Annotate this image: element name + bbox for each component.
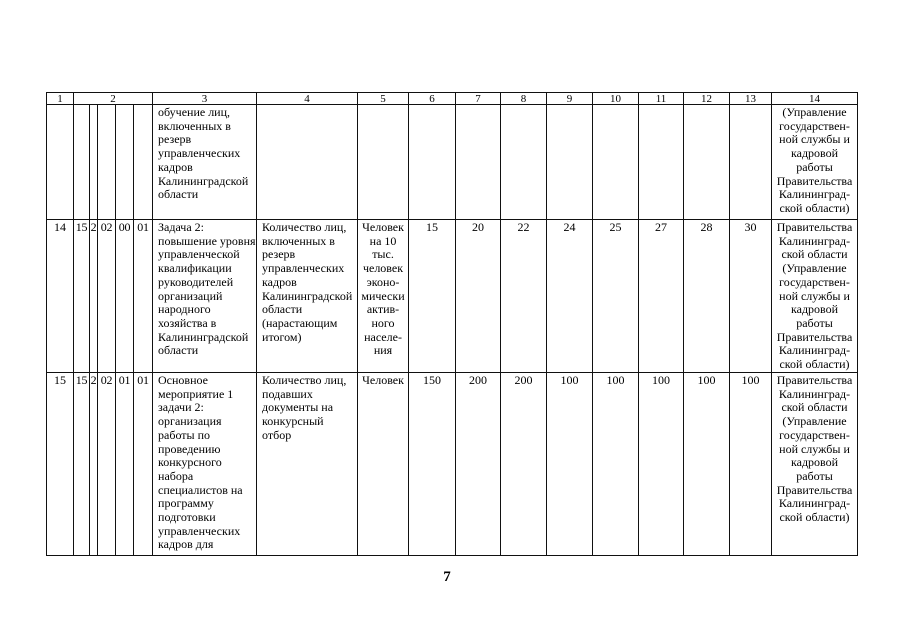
indicator-cell: Количество лиц, подавших документы на конкурсный отбор (257, 373, 358, 556)
code-cell: 01 (134, 373, 153, 556)
value-cell: 100 (639, 373, 684, 556)
value-cell: 22 (501, 220, 547, 373)
value-cell: 100 (593, 373, 639, 556)
value-cell: 25 (593, 220, 639, 373)
code-cell: 2 (90, 373, 98, 556)
unit-cell: Человек на 10 тыс. человек эконо- мически актив- ного населе- ния (358, 220, 409, 373)
table-row-continuation (47, 105, 858, 220)
header-row (47, 93, 858, 105)
header-col-10: 10 (593, 93, 639, 105)
responsible-cell: (Управление государствен- ной службы и кадровой работы Правительства Калининград- ской области) (772, 105, 858, 220)
header-col-12: 12 (684, 93, 730, 105)
page-number: 7 (443, 569, 451, 585)
code-cell (90, 105, 98, 220)
responsible-cell: Правительства Калининград- ской области (Управление государствен- ной службы и кадровой работы Правительства Калининград- ской области) (772, 220, 858, 373)
header-col-13: 13 (730, 93, 772, 105)
name-cell: обучение лиц, включенных в резерв управленческих кадров Калининградской области (153, 105, 257, 220)
indicator-cell (257, 105, 358, 220)
unit-cell (358, 105, 409, 220)
code-cell (134, 105, 153, 220)
value-cell: 15 (409, 220, 456, 373)
header-col-1: 1 (47, 93, 74, 105)
code-cell: 01 (116, 373, 134, 556)
value-cell (593, 105, 639, 220)
header-col-4: 4 (257, 93, 358, 105)
code-cell (116, 105, 134, 220)
unit-cell: Человек (358, 373, 409, 556)
header-col-5: 5 (358, 93, 409, 105)
header-col-3: 3 (153, 93, 257, 105)
value-cell (639, 105, 684, 220)
value-cell (684, 105, 730, 220)
value-cell: 27 (639, 220, 684, 373)
value-cell: 100 (547, 373, 593, 556)
header-col-2: 2 (74, 93, 153, 105)
value-cell (730, 105, 772, 220)
name-cell: Задача 2: повышение уровня управленческой квалификации руководителей организаций народного хозяйства в Калининградской области (153, 220, 257, 373)
value-cell (456, 105, 501, 220)
name-cell: Основное мероприятие 1 задачи 2: организация работы по проведению конкурсного набора специалистов на программу подготовки управленческих кадров для (153, 373, 257, 556)
value-cell: 100 (684, 373, 730, 556)
header-col-8: 8 (501, 93, 547, 105)
header-col-11: 11 (639, 93, 684, 105)
row-number-cell: 15 (47, 373, 74, 556)
value-cell (547, 105, 593, 220)
value-cell: 20 (456, 220, 501, 373)
code-cell: 2 (90, 220, 98, 373)
code-cell: 02 (98, 373, 116, 556)
header-col-14: 14 (772, 93, 858, 105)
code-cell: 00 (116, 220, 134, 373)
table-row-15 (47, 373, 858, 556)
value-cell: 28 (684, 220, 730, 373)
code-cell: 02 (98, 220, 116, 373)
code-cell (74, 105, 90, 220)
indicator-cell: Количество лиц, включенных в резерв управленческих кадров Калининградской области (нарастающим итогом) (257, 220, 358, 373)
table-row-14 (47, 220, 858, 373)
value-cell: 30 (730, 220, 772, 373)
header-col-6: 6 (409, 93, 456, 105)
row-number-cell: 14 (47, 220, 74, 373)
code-cell: 01 (134, 220, 153, 373)
value-cell: 150 (409, 373, 456, 556)
responsible-cell: Правительства Калининград- ской области (Управление государствен- ной службы и кадровой работы Правительства Калининград- ской области) (772, 373, 858, 556)
code-cell: 15 (74, 373, 90, 556)
code-cell: 15 (74, 220, 90, 373)
value-cell: 100 (730, 373, 772, 556)
value-cell (501, 105, 547, 220)
program-table (46, 92, 858, 556)
value-cell: 200 (456, 373, 501, 556)
value-cell: 24 (547, 220, 593, 373)
header-col-9: 9 (547, 93, 593, 105)
code-cell (98, 105, 116, 220)
value-cell (409, 105, 456, 220)
header-col-7: 7 (456, 93, 501, 105)
value-cell: 200 (501, 373, 547, 556)
row-number-cell (47, 105, 74, 220)
